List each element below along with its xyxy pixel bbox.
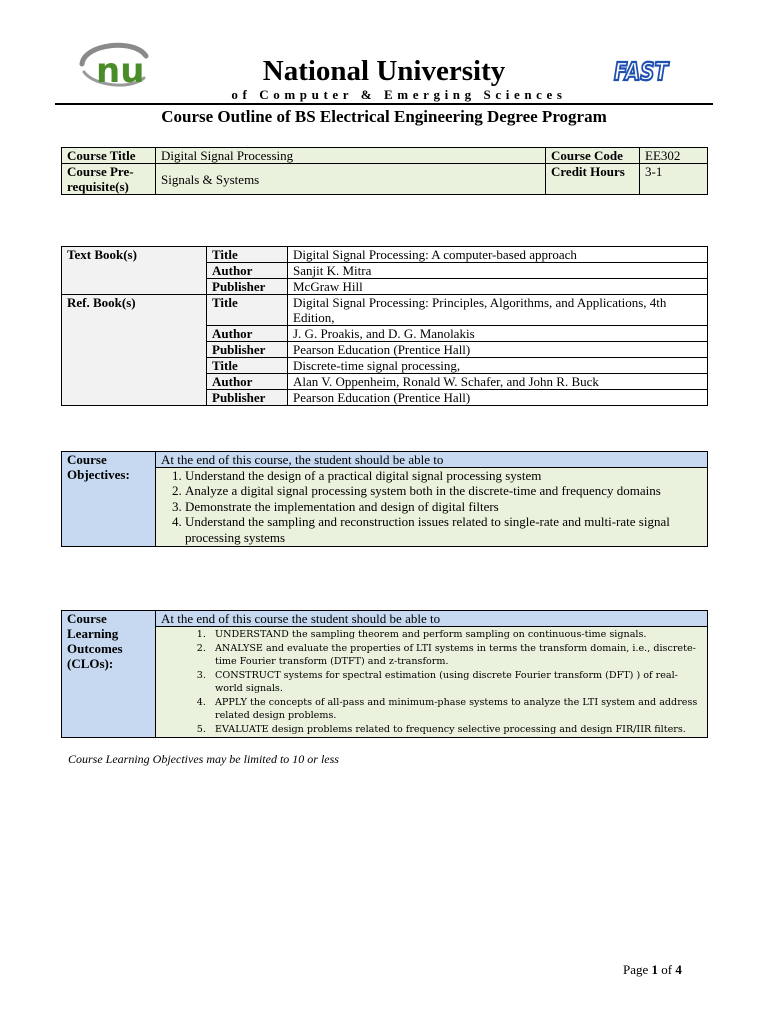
list-item: 4. APPLY the concepts of all-pass and minimum-phase systems to analyze the LTI system and address related design problems. <box>209 696 702 723</box>
clos-label: Course Learning Outcomes (CLOs): <box>62 611 156 738</box>
clos-list <box>161 628 702 736</box>
book-field-value: Digital Signal Processing: A computer-based approach <box>288 247 708 263</box>
list-item: 3. CONSTRUCT systems for spectral estimation (using discrete Fourier transform (DFT) ) of real-world signals. <box>209 669 702 696</box>
clos-table <box>61 610 708 738</box>
page-word: Page <box>623 962 649 977</box>
list-item: 5. EVALUATE design problems related to frequency selective processing and design FIR/IIR filters. <box>209 723 702 737</box>
course-title-label: Course Title <box>62 148 156 164</box>
total-pages: 4 <box>675 962 682 977</box>
clo-limit-note: Course Learning Objectives may be limited to 10 or less <box>68 752 339 766</box>
list-item: 4. Understand the sampling and reconstruction issues related to single-rate and multi-rate signal processing systems <box>185 514 702 545</box>
book-field-value: Digital Signal Processing: Principles, Algorithms, and Applications, 4th Edition, <box>288 295 708 326</box>
book-field-key: Title <box>207 358 288 374</box>
book-field-value: Pearson Education (Prentice Hall) <box>288 342 708 358</box>
book-field-key: Author <box>207 374 288 390</box>
text-books-label: Text Book(s) <box>62 247 207 295</box>
course-code-label: Course Code <box>546 148 640 164</box>
course-info-table <box>61 147 708 195</box>
book-field-value: Sanjit K. Mitra <box>288 263 708 279</box>
header-divider <box>55 103 713 105</box>
current-page: 1 <box>651 962 659 977</box>
books-table <box>61 246 708 406</box>
list-item: 1. UNDERSTAND the sampling theorem and perform sampling on continuous-time signals. <box>209 628 702 642</box>
book-field-value: Discrete-time signal processing, <box>288 358 708 374</box>
book-field-value: Alan V. Oppenheim, Ronald W. Schafer, and John R. Buck <box>288 374 708 390</box>
fast-logo-icon <box>612 54 670 84</box>
university-name: National University <box>262 55 506 87</box>
book-field-value: J. G. Proakis, and D. G. Manolakis <box>288 326 708 342</box>
book-field-key: Title <box>207 295 288 326</box>
book-field-key: Author <box>207 263 288 279</box>
objectives-list <box>161 468 702 545</box>
prerequisite-label: Course Pre-requisite(s) <box>62 164 156 195</box>
book-field-key: Publisher <box>207 279 288 295</box>
book-field-value: McGraw Hill <box>288 279 708 295</box>
book-field-key: Author <box>207 326 288 342</box>
credit-hours-label: Credit Hours <box>546 164 640 195</box>
svg-text:FAST: FAST <box>614 57 670 86</box>
prerequisite-value: Signals & Systems <box>156 164 546 195</box>
svg-text:nu: nu <box>96 51 145 91</box>
course-objectives-table <box>61 451 708 547</box>
list-item: 3. Demonstrate the implementation and design of digital filters <box>185 499 702 514</box>
course-code-value: EE302 <box>640 148 708 164</box>
university-subtitle: of Computer & Emerging Sciences <box>231 87 567 102</box>
page-number <box>623 962 682 978</box>
book-field-key: Publisher <box>207 342 288 358</box>
book-field-value: Pearson Education (Prentice Hall) <box>288 390 708 406</box>
ref-books-label: Ref. Book(s) <box>62 295 207 406</box>
clos-intro: At the end of this course the student should be able to <box>156 611 708 627</box>
page-title: Course Outline of BS Electrical Engineering Degree Program <box>161 107 607 126</box>
credit-hours-value: 3-1 <box>640 164 708 195</box>
list-item: 2. Analyze a digital signal processing system both in the discrete-time and frequency domains <box>185 483 702 498</box>
book-field-key: Title <box>207 247 288 263</box>
objectives-label: Course Objectives: <box>62 452 156 547</box>
course-title-value: Digital Signal Processing <box>156 148 546 164</box>
book-field-key: Publisher <box>207 390 288 406</box>
objectives-intro: At the end of this course, the student should be able to <box>156 452 708 468</box>
list-item: 2. ANALYSE and evaluate the properties of LTI systems in terms the transform domain, i.e., discrete-time Fourier transform (DTFT) and z-transform. <box>209 642 702 669</box>
of-word: of <box>661 962 673 977</box>
list-item: 1. Understand the design of a practical digital signal processing system <box>185 468 702 483</box>
